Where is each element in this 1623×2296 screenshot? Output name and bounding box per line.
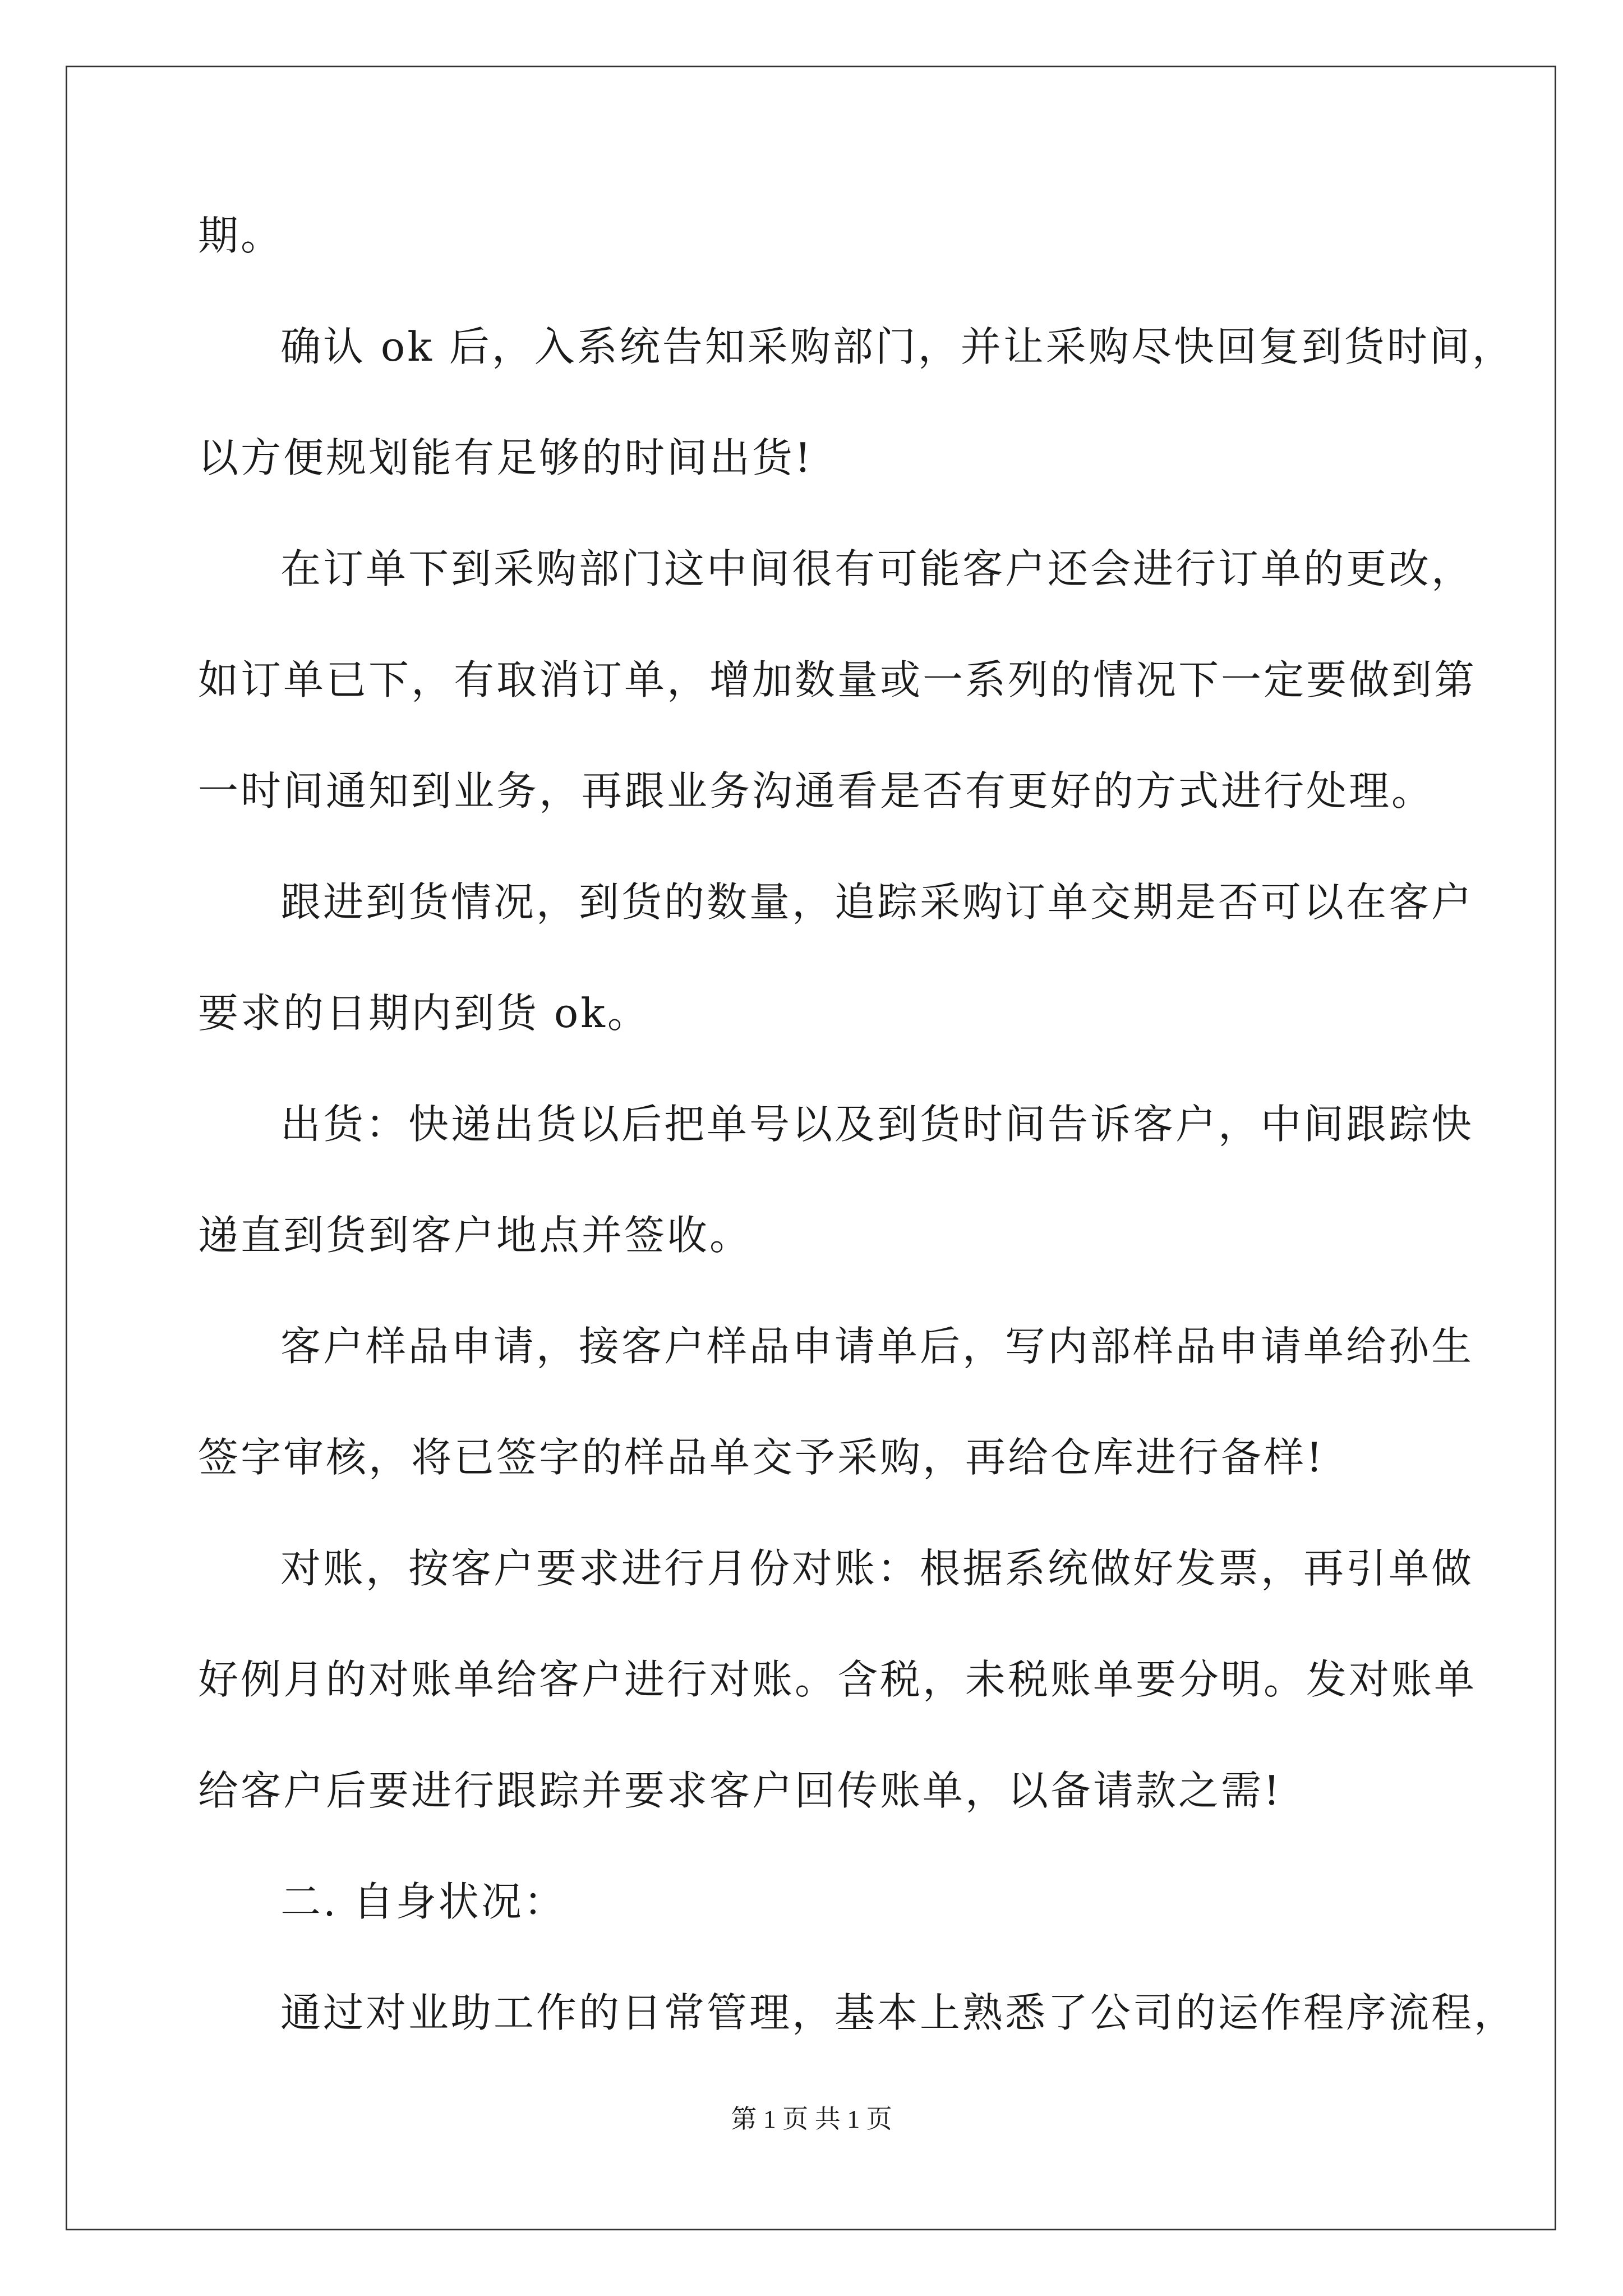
text-line: 签字审核，将已签字的样品单交予采购，再给仓库进行备样! (198, 1434, 1325, 1481)
text-line: 客户样品申请，接客户样品申请单后，写内部样品申请单给孙生 (280, 1323, 1474, 1370)
text-line: 一时间通知到业务，再跟业务沟通看是否有更好的方式进行处理。 (198, 767, 1435, 815)
text-line: 确认 ok 后，入系统告知采购部门，并让采购尽快回复到货时间， (280, 323, 1515, 370)
text-line: 对账，按客户要求进行月份对账：根据系统做好发票，再引单做 (280, 1545, 1474, 1592)
text-line: 要求的日期内到货 ok。 (198, 990, 650, 1037)
text-line: 以方便规划能有足够的时间出货! (198, 434, 813, 481)
text-line: 通过对业助工作的日常管理，基本上熟悉了公司的运作程序流程， (280, 1989, 1517, 2036)
page-number-footer: 第 1 页 共 1 页 (731, 2105, 892, 2133)
text-line: 期。 (198, 212, 284, 259)
text-line: 好例月的对账单给客户进行对账。含税，未税账单要分明。发对账单 (198, 1656, 1477, 1703)
text-line: 出货：快递出货以后把单号以及到货时间告诉客户，中间跟踪快 (280, 1101, 1474, 1148)
text-line: 递直到货到客户地点并签收。 (198, 1212, 753, 1259)
section-heading: 二. 自身状况： (280, 1878, 566, 1925)
text-line: 如订单已下，有取消订单，增加数量或一系列的情况下一定要做到第 (198, 656, 1477, 703)
text-line: 给客户后要进行跟踪并要求客户回传账单，以备请款之需! (198, 1767, 1282, 1814)
text-line: 在订单下到采购部门这中间很有可能客户还会进行订单的更改， (280, 545, 1474, 592)
text-line: 跟进到货情况，到货的数量，追踪采购订单交期是否可以在客户 (280, 878, 1474, 926)
